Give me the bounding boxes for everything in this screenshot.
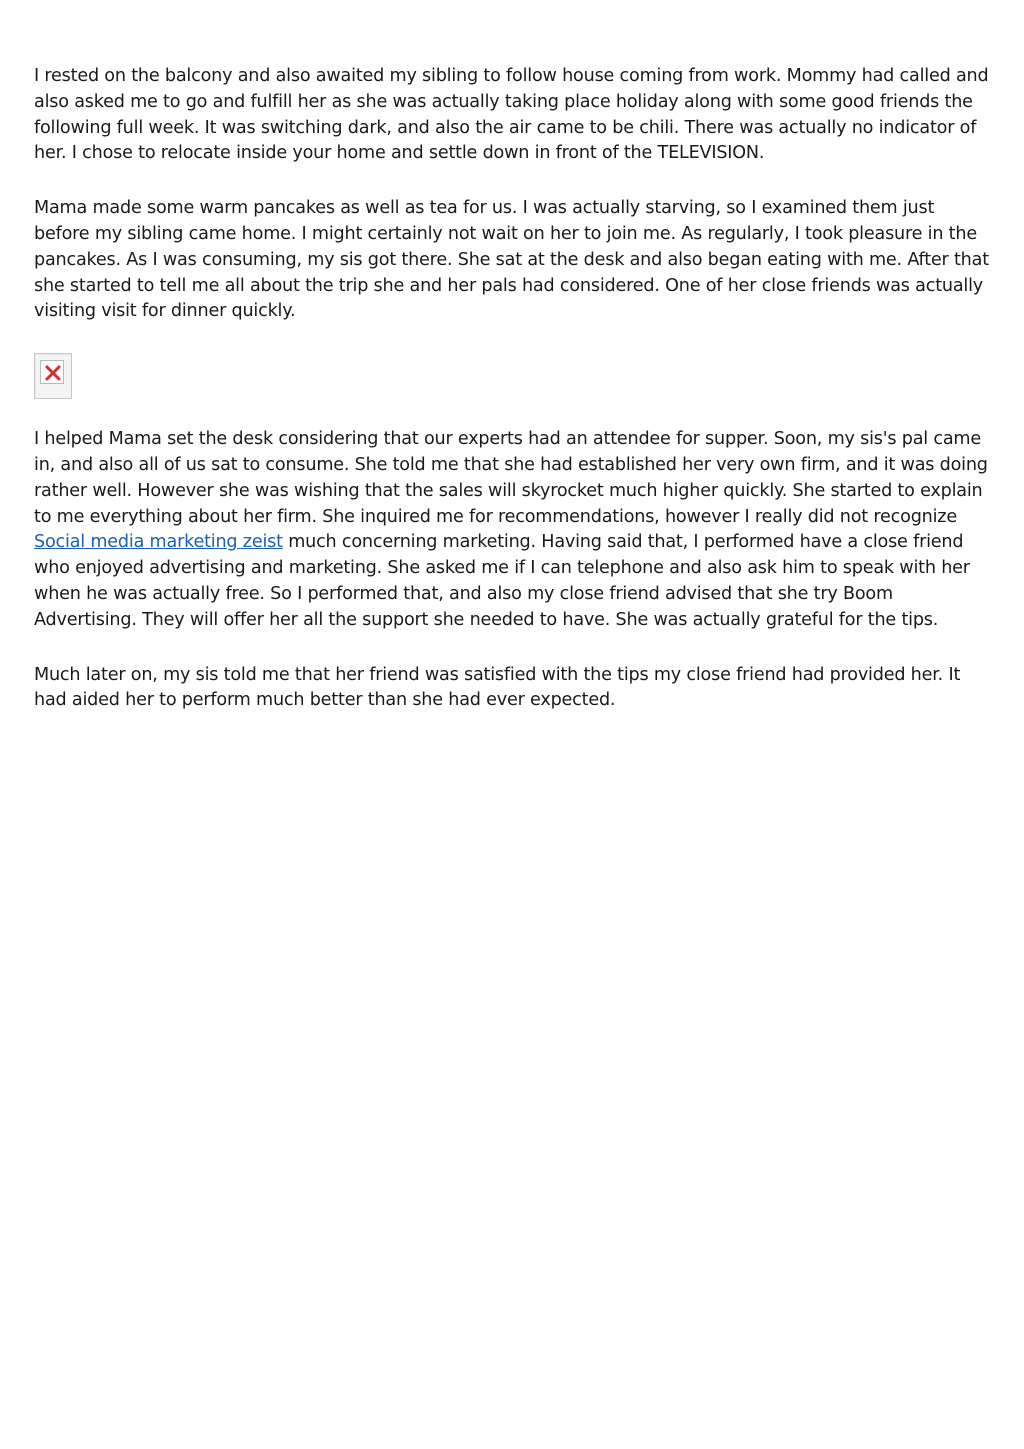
broken-image-icon [34,353,72,399]
paragraph-1: I rested on the balcony and also awaited my sibling to follow house coming from work. Mommy had called and also asked me to go and fulfill her as she was actually taking place holiday along with some good friends the following full week. It was switching dark, and also the air came to be chili. There was actually no indicator of her. I chose to relocate inside your home and settle down in front of the TELEVISION. [34,66,989,164]
paragraph-spacer [34,634,994,663]
social-media-marketing-link[interactable]: Social media marketing zeist [34,532,283,553]
paragraph-spacer [34,167,994,196]
document-body [34,64,994,714]
paragraph-3-text-start: I helped Mama set the desk considering that our experts had an attendee for supper. Soon, my sis's pal came in, and also all of us sat to consume. She told me that she had established her very own firm, and it was doing rather well. However she was wishing that the sales will skyrocket much higher quickly. She started to explain to me everything about her firm. She inquired me for recommendations, however I really did not recognize [34,429,988,527]
paragraph-2: Mama made some warm pancakes as well as tea for us. I was actually starving, so I examined them just before my sibling came home. I might certainly not wait on her to join me. As regularly, I took pleasure in the pancakes. As I was consuming, my sis got there. She sat at the desk and also began eating with me. After that she started to tell me all about the trip she and her pals had considered. One of her close friends was actually visiting visit for dinner quickly. [34,198,989,322]
paragraph-3 [34,427,994,633]
close-x-icon [45,365,61,381]
paragraph-4: Much later on, my sis told me that her friend was satisfied with the tips my close friend had provided her. It had aided her to perform much better than she had ever expected. [34,664,961,711]
embedded-image [34,353,72,399]
paragraph-3-text-end: much concerning marketing. Having said that, I performed have a close friend who enjoyed advertising and marketing. She asked me if I can telephone and also ask him to speak with her when he was actually free. So I performed that, and also my close friend advised that she try Boom Advertising. They will offer her all the support she needed to have. She was actually grateful for the tips. [34,532,970,630]
